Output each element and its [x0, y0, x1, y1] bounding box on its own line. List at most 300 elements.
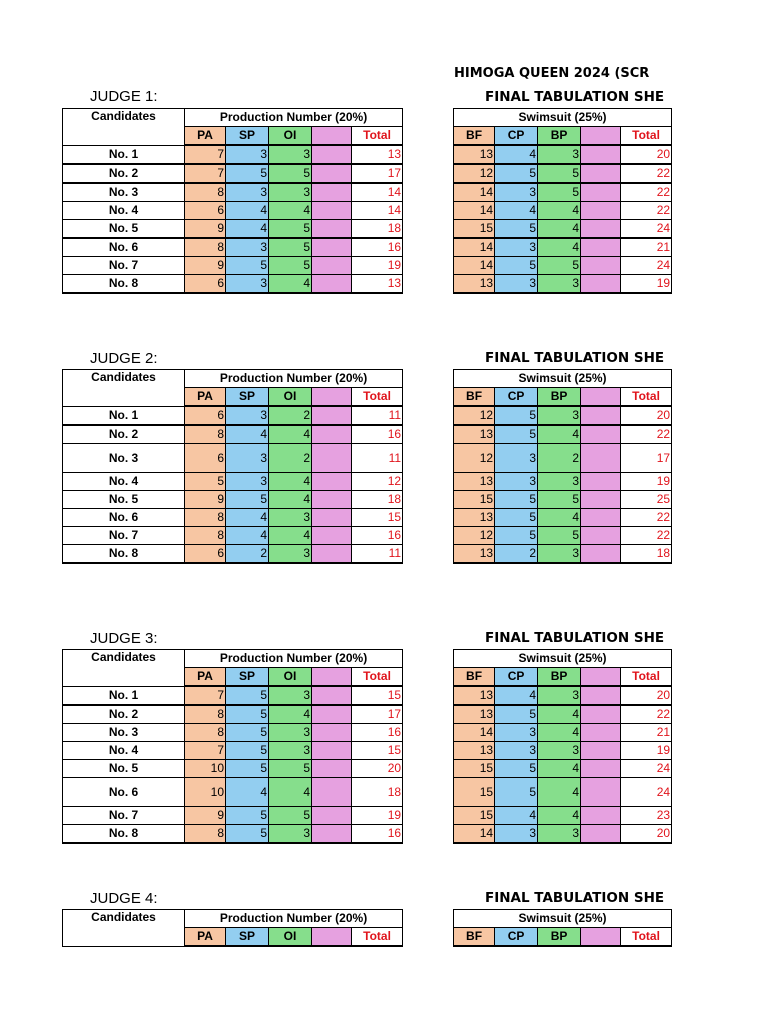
candidate-row: [63, 807, 675, 825]
cp-score: 5: [495, 760, 538, 778]
swimsuit-total: 24: [621, 760, 672, 778]
candidate-row: [63, 257, 675, 275]
spacer-cell: [672, 109, 674, 127]
spacer-cell: [672, 778, 674, 807]
extra-score: [581, 825, 621, 844]
sp-score: 5: [226, 686, 269, 705]
candidate-name: No. 7: [63, 257, 185, 275]
candidate-row: [63, 527, 675, 545]
production-total: 16: [352, 527, 403, 545]
spacer-cell: [403, 760, 454, 778]
bf-score: 13: [454, 545, 495, 564]
cp-score: 3: [495, 742, 538, 760]
extra-score: [581, 444, 621, 473]
sp-score: 4: [226, 202, 269, 220]
extra-score: [312, 406, 352, 425]
extra-score: [312, 202, 352, 220]
spacer-cell: [403, 724, 454, 742]
candidate-row: [63, 686, 675, 705]
extra-score: [581, 257, 621, 275]
oi-score: 2: [269, 406, 312, 425]
extra-score: [581, 220, 621, 239]
spacer-cell: [672, 724, 674, 742]
candidate-row: [63, 275, 675, 294]
spacer-cell: [672, 668, 674, 687]
pa-score: 8: [185, 183, 226, 202]
spacer-cell: [403, 444, 454, 473]
spacer-cell: [403, 650, 454, 668]
pa-score: 6: [185, 275, 226, 294]
swimsuit-total: 22: [621, 509, 672, 527]
pa-header: PA: [185, 668, 226, 687]
swimsuit-total: 21: [621, 238, 672, 257]
spacer-cell: [403, 545, 454, 564]
cp-score: 5: [495, 527, 538, 545]
bp-score: 3: [538, 145, 581, 164]
oi-score: 4: [269, 275, 312, 294]
bp-score: 4: [538, 705, 581, 724]
sp-score: 5: [226, 257, 269, 275]
spacer-cell: [672, 388, 674, 407]
spacer-cell: [403, 425, 454, 444]
oi-score: 3: [269, 509, 312, 527]
production-total: 17: [352, 164, 403, 183]
bp-score: 3: [538, 742, 581, 760]
bp-score: 4: [538, 220, 581, 239]
spacer-cell: [403, 825, 454, 844]
spacer-cell: [403, 910, 454, 928]
sp-score: 4: [226, 778, 269, 807]
swimsuit-total: 19: [621, 275, 672, 294]
cp-score: 5: [495, 509, 538, 527]
pa-score: 6: [185, 406, 226, 425]
extra-header: [312, 388, 352, 407]
spacer-cell: [672, 825, 674, 844]
spacer-cell: [672, 545, 674, 564]
extra-header: [581, 388, 621, 407]
sp-score: 3: [226, 183, 269, 202]
cp-header: CP: [495, 668, 538, 687]
bp-score: 5: [538, 257, 581, 275]
candidate-row: [63, 164, 675, 183]
spacer-cell: [672, 220, 674, 239]
bf-score: 14: [454, 825, 495, 844]
extra-score: [581, 760, 621, 778]
candidate-row: [63, 545, 675, 564]
extra-score: [581, 509, 621, 527]
extra-score: [312, 220, 352, 239]
pa-header: PA: [185, 388, 226, 407]
spacer-cell: [672, 705, 674, 724]
candidate-name: No. 8: [63, 275, 185, 294]
candidate-name: No. 3: [63, 183, 185, 202]
sp-score: 4: [226, 220, 269, 239]
production-total: 18: [352, 491, 403, 509]
production-total: 20: [352, 760, 403, 778]
spacer-cell: [403, 388, 454, 407]
extra-score: [312, 425, 352, 444]
bf-score: 13: [454, 473, 495, 491]
spacer-cell: [672, 910, 674, 928]
judge-2-sheet-title: FINAL TABULATION SHE: [485, 350, 665, 366]
total-header: Total: [621, 388, 672, 407]
sp-score: 4: [226, 509, 269, 527]
swimsuit-total: 22: [621, 164, 672, 183]
extra-score: [312, 491, 352, 509]
extra-score: [581, 527, 621, 545]
spacer-cell: [672, 807, 674, 825]
pa-score: 8: [185, 238, 226, 257]
candidate-row: [63, 183, 675, 202]
candidate-row: [63, 724, 675, 742]
swimsuit-total: 25: [621, 491, 672, 509]
spacer-cell: [403, 109, 454, 127]
bf-score: 13: [454, 275, 495, 294]
candidate-row: [63, 473, 675, 491]
total-header: Total: [621, 668, 672, 687]
judge-2-label: JUDGE 2:: [90, 350, 158, 367]
total-header: Total: [352, 388, 403, 407]
spacer-cell: [403, 220, 454, 239]
production-total: 17: [352, 705, 403, 724]
candidates-header: Candidates: [63, 370, 185, 407]
sp-header: SP: [226, 127, 269, 146]
spacer-cell: [672, 928, 674, 947]
extra-score: [312, 527, 352, 545]
oi-score: 5: [269, 238, 312, 257]
spacer-cell: [403, 202, 454, 220]
pa-score: 6: [185, 545, 226, 564]
production-total: 14: [352, 202, 403, 220]
spacer-cell: [672, 491, 674, 509]
oi-score: 3: [269, 724, 312, 742]
candidate-row: [63, 444, 675, 473]
oi-score: 5: [269, 760, 312, 778]
spacer-cell: [403, 127, 454, 146]
swimsuit-header: Swimsuit (25%): [454, 650, 672, 668]
spacer-cell: [672, 257, 674, 275]
spacer-cell: [403, 705, 454, 724]
bf-score: 14: [454, 238, 495, 257]
candidate-name: No. 2: [63, 164, 185, 183]
swimsuit-total: 17: [621, 444, 672, 473]
oi-score: 4: [269, 778, 312, 807]
swimsuit-total: 20: [621, 825, 672, 844]
extra-score: [312, 545, 352, 564]
candidate-name: No. 8: [63, 545, 185, 564]
total-header: Total: [621, 127, 672, 146]
candidate-row: [63, 491, 675, 509]
oi-score: 2: [269, 444, 312, 473]
oi-header: OI: [269, 668, 312, 687]
bf-score: 13: [454, 509, 495, 527]
bp-score: 5: [538, 527, 581, 545]
candidate-name: No. 3: [63, 724, 185, 742]
extra-score: [312, 509, 352, 527]
extra-score: [581, 164, 621, 183]
spacer-cell: [672, 202, 674, 220]
cp-score: 4: [495, 202, 538, 220]
candidate-name: No. 2: [63, 705, 185, 724]
judge-1-label: JUDGE 1:: [90, 88, 158, 105]
extra-score: [312, 257, 352, 275]
sp-score: 5: [226, 807, 269, 825]
extra-score: [581, 183, 621, 202]
spacer-cell: [403, 491, 454, 509]
pa-score: 9: [185, 220, 226, 239]
candidate-name: No. 2: [63, 425, 185, 444]
judge-1-table: [62, 108, 674, 294]
candidate-row: [63, 760, 675, 778]
pa-score: 7: [185, 742, 226, 760]
sp-score: 5: [226, 705, 269, 724]
pa-score: 10: [185, 778, 226, 807]
candidates-header: Candidates: [63, 910, 185, 947]
bf-score: 13: [454, 705, 495, 724]
candidate-row: [63, 778, 675, 807]
production-number-header: Production Number (20%): [185, 370, 403, 388]
bf-score: 12: [454, 164, 495, 183]
judge-1-sheet-title: FINAL TABULATION SHE: [485, 89, 665, 105]
bp-score: 4: [538, 778, 581, 807]
cp-score: 5: [495, 778, 538, 807]
oi-score: 4: [269, 473, 312, 491]
production-total: 11: [352, 406, 403, 425]
cp-score: 5: [495, 220, 538, 239]
pa-score: 7: [185, 686, 226, 705]
sp-score: 5: [226, 164, 269, 183]
extra-score: [312, 164, 352, 183]
bp-score: 2: [538, 444, 581, 473]
total-header: Total: [352, 127, 403, 146]
candidates-header: Candidates: [63, 650, 185, 687]
extra-header: [581, 127, 621, 146]
bf-score: 14: [454, 202, 495, 220]
bf-score: 13: [454, 686, 495, 705]
oi-score: 4: [269, 705, 312, 724]
cp-header: CP: [495, 127, 538, 146]
extra-score: [312, 238, 352, 257]
candidate-name: No. 4: [63, 202, 185, 220]
sp-score: 5: [226, 760, 269, 778]
bf-score: 15: [454, 778, 495, 807]
production-total: 12: [352, 473, 403, 491]
judge-3-table-wrap: [62, 649, 674, 844]
sp-score: 3: [226, 473, 269, 491]
production-total: 11: [352, 545, 403, 564]
swimsuit-total: 20: [621, 145, 672, 164]
production-total: 15: [352, 686, 403, 705]
candidate-name: No. 5: [63, 491, 185, 509]
candidate-row: [63, 406, 675, 425]
candidate-name: No. 6: [63, 238, 185, 257]
oi-score: 5: [269, 807, 312, 825]
production-total: 16: [352, 724, 403, 742]
oi-score: 4: [269, 425, 312, 444]
swimsuit-total: 22: [621, 425, 672, 444]
swimsuit-total: 20: [621, 406, 672, 425]
oi-score: 5: [269, 220, 312, 239]
sp-score: 5: [226, 825, 269, 844]
swimsuit-total: 22: [621, 183, 672, 202]
pa-score: 6: [185, 202, 226, 220]
extra-score: [581, 275, 621, 294]
production-total: 13: [352, 275, 403, 294]
cp-score: 5: [495, 406, 538, 425]
extra-score: [581, 724, 621, 742]
sp-score: 3: [226, 444, 269, 473]
extra-score: [312, 183, 352, 202]
spacer-cell: [403, 183, 454, 202]
bp-header: BP: [538, 127, 581, 146]
candidate-name: No. 8: [63, 825, 185, 844]
pa-score: 5: [185, 473, 226, 491]
spacer-cell: [403, 406, 454, 425]
bf-score: 15: [454, 220, 495, 239]
spacer-cell: [403, 527, 454, 545]
bp-score: 3: [538, 473, 581, 491]
spacer-cell: [672, 238, 674, 257]
cp-score: 4: [495, 807, 538, 825]
cp-header: CP: [495, 928, 538, 947]
oi-score: 3: [269, 183, 312, 202]
total-header: Total: [352, 928, 403, 947]
oi-score: 3: [269, 686, 312, 705]
total-header: Total: [621, 928, 672, 947]
spacer-cell: [672, 444, 674, 473]
production-total: 19: [352, 807, 403, 825]
judge-4-table-wrap: [62, 909, 674, 947]
spacer-cell: [672, 183, 674, 202]
cp-header: CP: [495, 388, 538, 407]
spacer-cell: [672, 650, 674, 668]
swimsuit-total: 24: [621, 220, 672, 239]
spacer-cell: [672, 370, 674, 388]
cp-score: 5: [495, 257, 538, 275]
extra-score: [312, 145, 352, 164]
extra-score: [581, 238, 621, 257]
pa-score: 8: [185, 425, 226, 444]
bp-score: 3: [538, 275, 581, 294]
pa-score: 7: [185, 164, 226, 183]
cp-score: 3: [495, 238, 538, 257]
bf-score: 13: [454, 145, 495, 164]
total-header: Total: [352, 668, 403, 687]
swimsuit-total: 22: [621, 527, 672, 545]
bf-score: 13: [454, 742, 495, 760]
candidates-header: Candidates: [63, 109, 185, 146]
candidate-name: No. 4: [63, 742, 185, 760]
extra-score: [581, 778, 621, 807]
pa-score: 9: [185, 807, 226, 825]
cp-score: 3: [495, 275, 538, 294]
spacer-cell: [403, 807, 454, 825]
candidate-name: No. 1: [63, 686, 185, 705]
bp-score: 4: [538, 509, 581, 527]
spacer-cell: [672, 760, 674, 778]
bp-score: 5: [538, 164, 581, 183]
extra-header: [581, 928, 621, 947]
sp-score: 3: [226, 238, 269, 257]
candidate-name: No. 3: [63, 444, 185, 473]
pa-score: 8: [185, 509, 226, 527]
spacer-cell: [672, 527, 674, 545]
pa-score: 9: [185, 491, 226, 509]
candidate-row: [63, 238, 675, 257]
pa-score: 9: [185, 257, 226, 275]
cp-score: 5: [495, 705, 538, 724]
bp-score: 3: [538, 406, 581, 425]
spacer-cell: [403, 509, 454, 527]
candidate-row: [63, 825, 675, 844]
judge-3-table: [62, 649, 674, 844]
sp-score: 4: [226, 527, 269, 545]
bp-score: 4: [538, 202, 581, 220]
swimsuit-total: 24: [621, 778, 672, 807]
swimsuit-total: 18: [621, 545, 672, 564]
extra-score: [581, 742, 621, 760]
spacer-cell: [403, 145, 454, 164]
candidate-name: No. 5: [63, 220, 185, 239]
pa-header: PA: [185, 127, 226, 146]
production-total: 18: [352, 778, 403, 807]
sp-score: 5: [226, 742, 269, 760]
production-total: 13: [352, 145, 403, 164]
extra-score: [581, 425, 621, 444]
bf-header: BF: [454, 668, 495, 687]
extra-score: [581, 491, 621, 509]
extra-score: [312, 473, 352, 491]
extra-score: [581, 705, 621, 724]
oi-header: OI: [269, 928, 312, 947]
spacer-cell: [672, 145, 674, 164]
judge-2-table: [62, 369, 674, 564]
oi-score: 4: [269, 491, 312, 509]
extra-score: [312, 742, 352, 760]
candidate-name: No. 6: [63, 509, 185, 527]
candidate-row: [63, 202, 675, 220]
cp-score: 4: [495, 145, 538, 164]
bf-score: 12: [454, 406, 495, 425]
swimsuit-header: Swimsuit (25%): [454, 370, 672, 388]
bf-score: 15: [454, 491, 495, 509]
bp-score: 4: [538, 807, 581, 825]
sp-score: 3: [226, 145, 269, 164]
cp-score: 3: [495, 724, 538, 742]
candidate-name: No. 4: [63, 473, 185, 491]
cp-score: 2: [495, 545, 538, 564]
pa-score: 8: [185, 825, 226, 844]
swimsuit-header: Swimsuit (25%): [454, 109, 672, 127]
spacer-cell: [672, 509, 674, 527]
judge-4-label: JUDGE 4:: [90, 890, 158, 907]
spacer-cell: [672, 742, 674, 760]
oi-score: 3: [269, 545, 312, 564]
judge-4-table: [62, 909, 674, 947]
candidate-name: No. 6: [63, 778, 185, 807]
swimsuit-total: 21: [621, 724, 672, 742]
bp-header: BP: [538, 388, 581, 407]
cp-score: 4: [495, 686, 538, 705]
oi-score: 3: [269, 145, 312, 164]
oi-header: OI: [269, 127, 312, 146]
spacer-cell: [403, 275, 454, 294]
extra-score: [581, 807, 621, 825]
production-number-header: Production Number (20%): [185, 910, 403, 928]
oi-score: 5: [269, 257, 312, 275]
bf-header: BF: [454, 388, 495, 407]
candidate-name: No. 1: [63, 406, 185, 425]
